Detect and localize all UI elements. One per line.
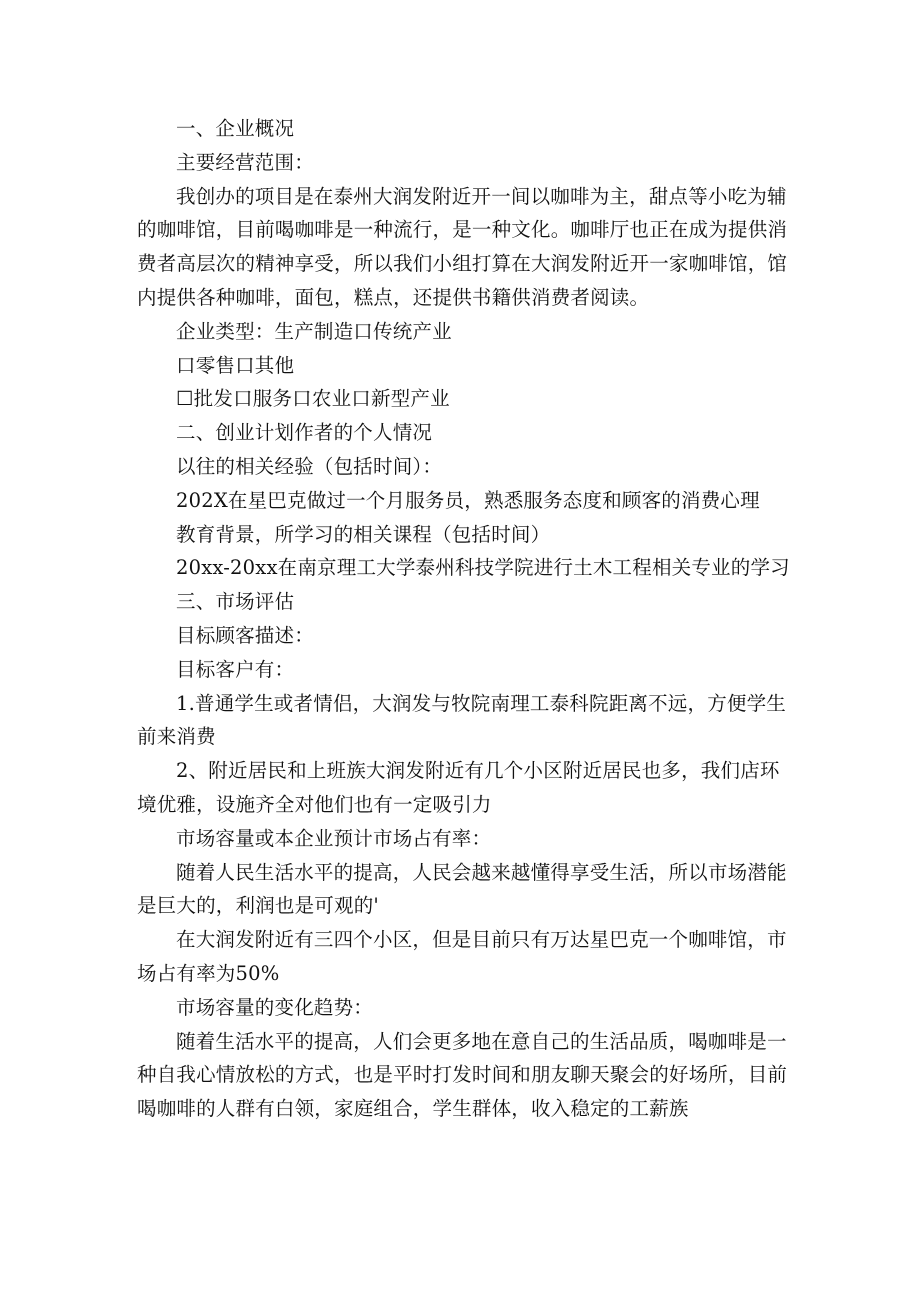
paragraph-company-type-wholesale: ☐批发口服务口农业口新型产业 (176, 387, 450, 411)
label-business-scope: 主要经营范围： (176, 150, 314, 174)
heading-author-info: 二、创业计划作者的个人情况 (176, 421, 433, 445)
paragraph-company-type-retail: 口零售口其他 (176, 353, 295, 377)
paragraph-market-share: 在大润发附近有三四个小区，但是目前只有万达星巴克一个咖啡馆，市场占有率为50% (137, 928, 787, 985)
list-item-students: 1.普通学生或者情侣，大润发与牧院南理工泰科院距离不远，方便学生前来消费 (137, 691, 787, 749)
label-target-customer-description: 目标顾客描述： (176, 623, 314, 647)
document-body (137, 112, 797, 1126)
label-past-experience: 以往的相关经验（包括时间）： (176, 454, 443, 478)
label-target-customers: 目标客户有： (176, 657, 295, 681)
paragraph-project-description: 我创办的项目是在泰州大润发附近开一间以咖啡为主，甜点等小吃为辅的咖啡馆，目前喝咖啡是一种流行，是一种文化。咖啡厅也正在成为提供消费者高层次的精神享受，所以我们小组打算在大润发附近开一家咖啡馆，馆内提供各种咖啡，面包，糕点，还提供书籍供消费者阅读。 (137, 184, 788, 309)
label-market-trend: 市场容量的变化趋势： (176, 995, 374, 1019)
paragraph-market-trend: 随着生活水平的提高，人们会更多地在意自己的生活品质，喝咖啡是一种自我心情放松的方式，也是平时打发时间和朋友聊天聚会的好场所，目前喝咖啡的人群有白领，家庭组合，学生群体，收入稳定的工薪族 (137, 1029, 788, 1121)
heading-market-evaluation: 三、市场评估 (176, 590, 295, 614)
list-item-residents: 2、附近居民和上班族大润发附近有几个小区附近居民也多，我们店环境优雅，设施齐全对他们也有一定吸引力 (137, 759, 780, 816)
label-market-capacity: 市场容量或本企业预计市场占有率： (176, 826, 492, 850)
paragraph-company-type: 企业类型：生产制造口传统产业 (176, 319, 452, 343)
paragraph-market-potential: 随着人民生活水平的提高，人民会越来越懂得享受生活，所以市场潜能是巨大的，利润也是可观的' (137, 860, 787, 918)
label-education: 教育背景，所学习的相关课程（包括时间） (176, 522, 551, 546)
paragraph-starbucks-experience: 202X在星巴克做过一个月服务员，熟悉服务态度和顾客的消费心理 (176, 488, 760, 512)
heading-company-overview: 一、企业概况 (176, 117, 295, 140)
paragraph-education-detail: 20xx-20xx在南京理工大学泰州科技学院进行土木工程相关专业的学习 (176, 556, 790, 580)
